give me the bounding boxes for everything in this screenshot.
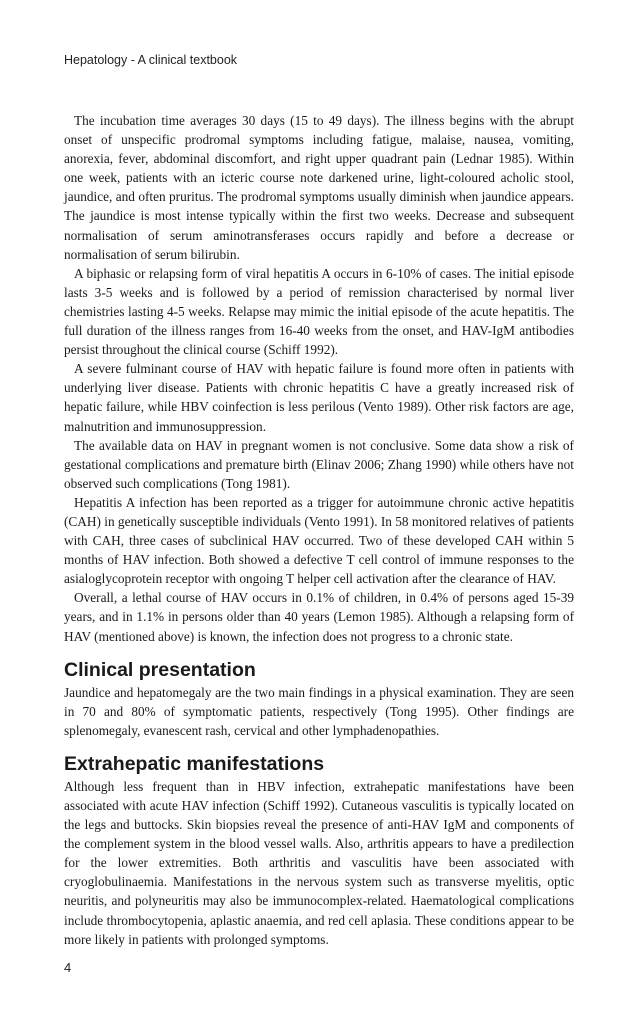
section-heading-extrahepatic: Extrahepatic manifestations — [64, 752, 325, 775]
page-number: 4 — [64, 960, 72, 975]
paragraph-autoimmune: Hepatitis A infection has been reported as a trigger for autoimmune chronic active hepatitis (CAH) in genetically susceptible individuals (Vento 1991). In 58 monitored relatives of patients with CAH, three cases of subclinical HAV occurred. Two of these developed CAH within 5 months of HAV infection. Both showed a defective T cell control of immune responses to the asialoglycoprotein receptor with ongoing T helper cell activation after the clearance of HAV. — [64, 494, 574, 587]
body-text — [64, 111, 574, 949]
paragraph-incubation: The incubation time averages 30 days (15 to 49 days). The illness begins with the abrupt onset of unspecific prodromal symptoms including fatigue, malaise, nausea, vomiting, anorexia, fever, abdominal discomfort, and right upper quadrant pain (Lednar 1985). Within one week, patients with an icteric course note darkened urine, light-coloured acholic stool, jaundice, and often pruritus. The prodromal symptoms usually diminish when jaundice appears. The jaundice is most intense typically within the first two weeks. Decrease and subsequent normalisation of serum aminotransferases occurs rapidly and before a decrease or normalisation of serum bilirubin. — [64, 113, 574, 262]
paragraph-pregnancy: The available data on HAV in pregnant women is not conclusive. Some data show a risk of gestational complications and premature birth (Elinav 2006; Zhang 1990) while others have not observed such complications (Tong 1981). — [64, 437, 574, 491]
paragraph-clinical-presentation: Jaundice and hepatomegaly are the two main findings in a physical examination. They are seen in 70 and 80% of symptomatic patients, respectively (Tong 1995). Other findings are splenomegaly, evanescent rash, cervical and other lymphadenopathies. — [64, 684, 574, 738]
paragraph-fulminant: A severe fulminant course of HAV with hepatic failure is found more often in patients with underlying liver disease. Patients with chronic hepatitis C have a greatly increased risk of hepatic failure, while HBV coinfection is less perilous (Vento 1989). Other risk factors are age, malnutrition and immunosuppression. — [64, 361, 574, 434]
paragraph-extrahepatic: Although less frequent than in HBV infection, extrahepatic manifestations have been associated with acute HAV infection (Schiff 1992). Cutaneous vasculitis is typically located on the legs and buttocks. Skin biopsies reveal the presence of anti-HAV IgM and components of the complement system in the blood vessel walls. Also, arthritis appears to have a predilection for the lower extremities. Both arthritis and vasculitis have been associated with cryoglobulinaemia. Manifestations in the nervous system such as transverse myelitis, optic neuritis, and polyneuritis may also be immunocomplex-related. Haematological complications include thrombocytopenia, aplastic anaemia, and red cell aplasia. These conditions appear to be more likely in patients with prolonged symptoms. — [64, 778, 574, 947]
section-heading-clinical-presentation: Clinical presentation — [64, 658, 256, 681]
paragraph-lethal-course: Overall, a lethal course of HAV occurs in 0.1% of children, in 0.4% of persons aged 15-39 years, and in 1.1% in persons older than 40 years (Lemon 1985). Although a relapsing form of HAV (mentioned above) is known, the infection does not progress to a chronic state. — [64, 590, 574, 644]
running-header: Hepatology - A clinical textbook — [64, 53, 238, 67]
paragraph-biphasic: A biphasic or relapsing form of viral hepatitis A occurs in 6-10% of cases. The initial episode lasts 3-5 weeks and is followed by a period of remission characterised by normal liver chemistries lasting 4-5 weeks. Relapse may mimic the initial episode of the acute hepatitis. The full duration of the illness ranges from 16-40 weeks from the onset, and HAV-IgM antibodies persist throughout the clinical course (Schiff 1992). — [64, 265, 574, 358]
